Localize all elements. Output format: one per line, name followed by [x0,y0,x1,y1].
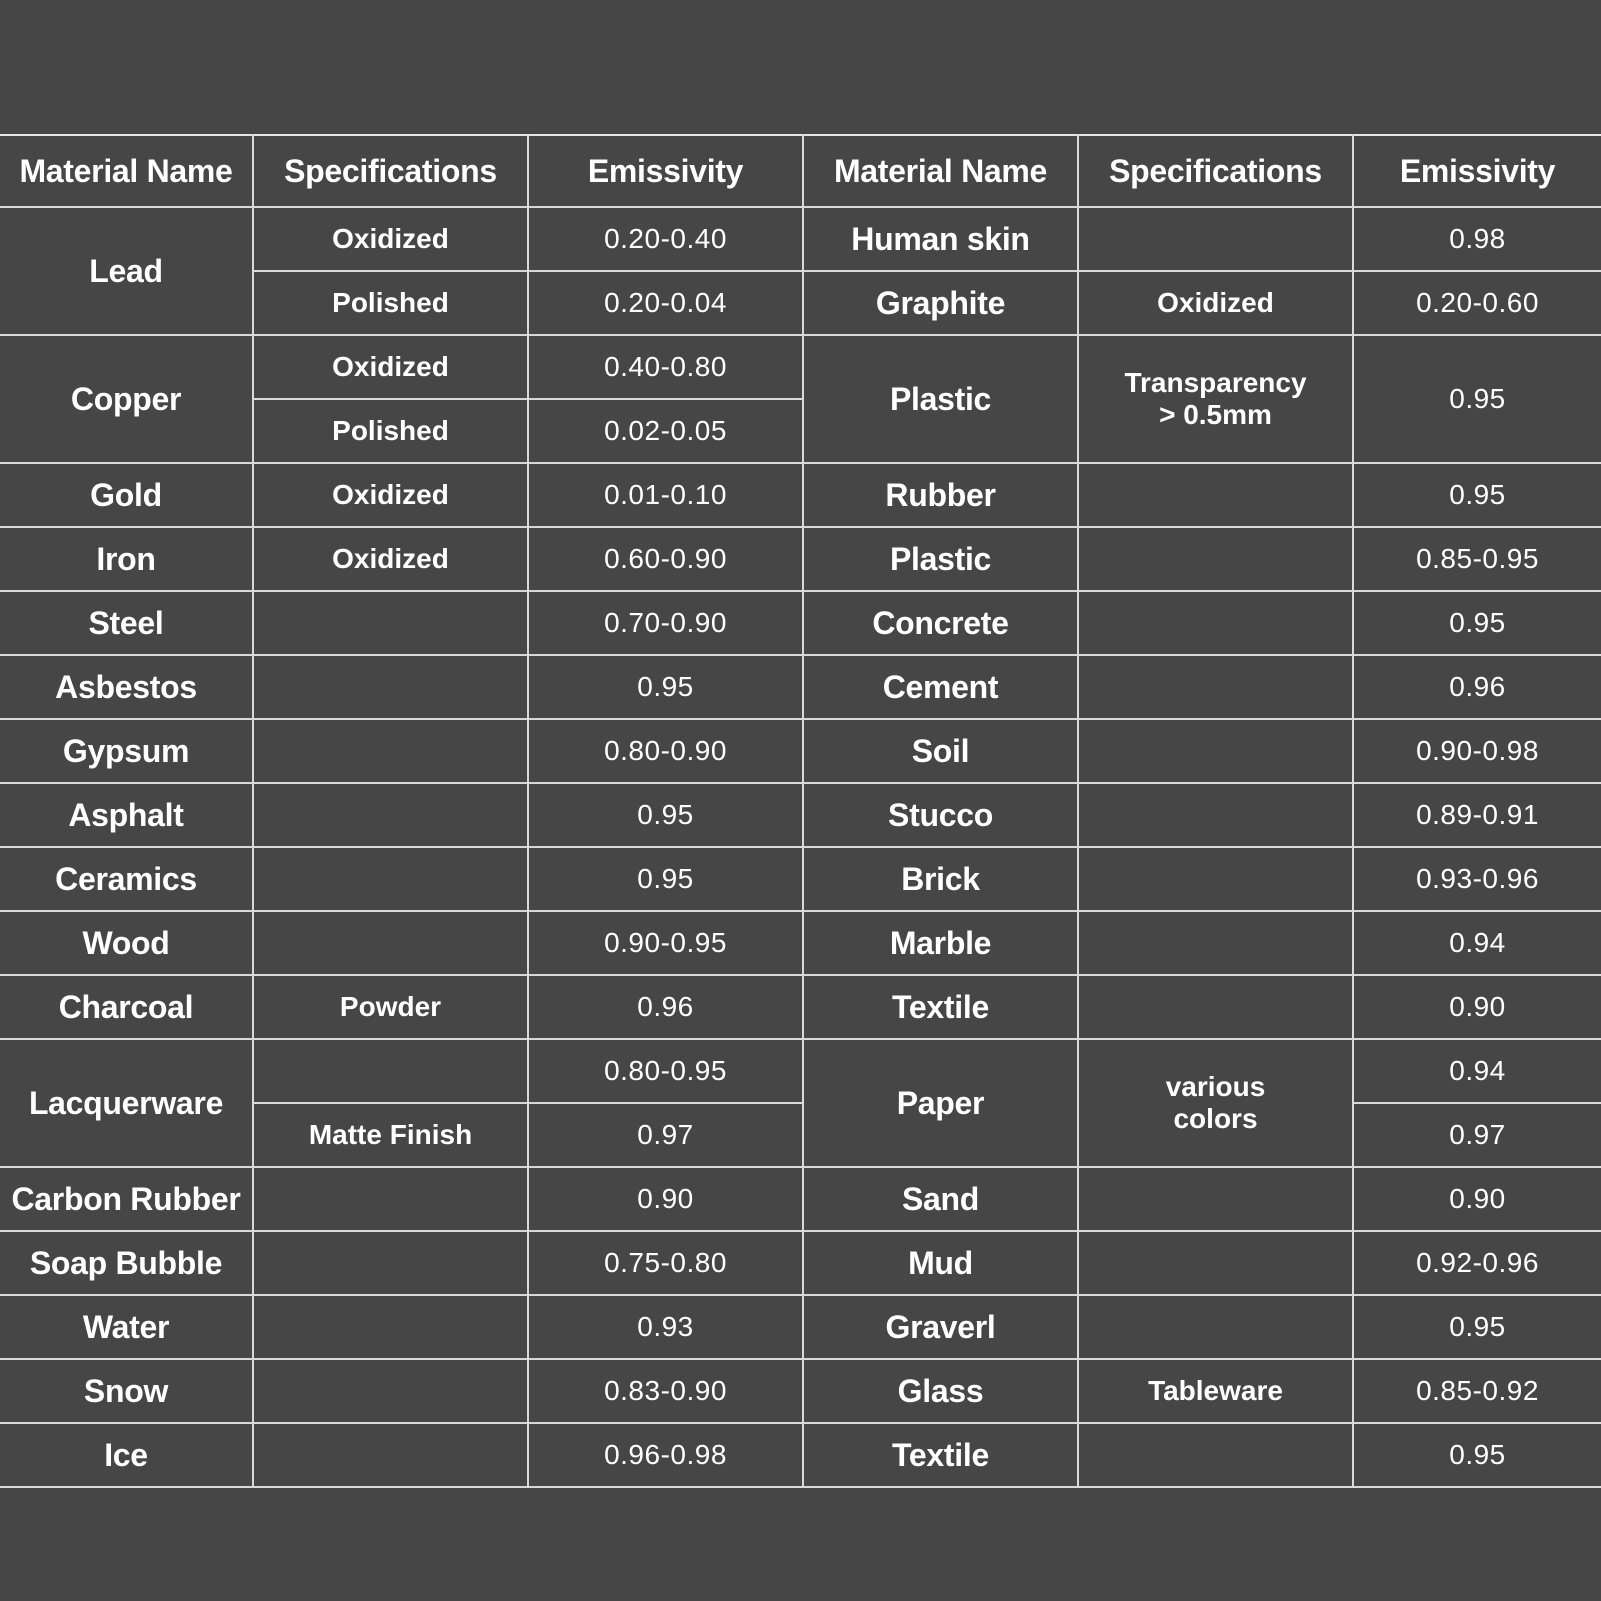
material-name: Concrete [803,591,1078,655]
material-name: Asbestos [0,655,253,719]
table-row [0,527,1601,591]
material-name: Paper [803,1039,1078,1167]
emissivity-value: 0.83-0.90 [528,1359,803,1423]
material-name: Brick [803,847,1078,911]
emissivity-value: 0.89-0.91 [1353,783,1601,847]
emissivity-value: 0.60-0.90 [528,527,803,591]
material-name: Steel [0,591,253,655]
specification [1078,719,1353,783]
emissivity-value: 0.92-0.96 [1353,1231,1601,1295]
material-name: Iron [0,527,253,591]
specification: Oxidized [253,463,528,527]
specification [1078,655,1353,719]
specification [1078,1423,1353,1487]
material-name: Snow [0,1359,253,1423]
emissivity-value: 0.95 [528,783,803,847]
specification [1078,847,1353,911]
emissivity-value: 0.95 [1353,463,1601,527]
table-row [0,335,1601,399]
specification [253,783,528,847]
material-name: Human skin [803,207,1078,271]
emissivity-value: 0.90-0.98 [1353,719,1601,783]
specification: Tableware [1078,1359,1353,1423]
table-row [0,1295,1601,1359]
spec-line: Transparency [1124,366,1307,398]
material-name: Lacquerware [0,1039,253,1167]
emissivity-value: 0.97 [528,1103,803,1167]
material-name: Soap Bubble [0,1231,253,1295]
specification [1078,1167,1353,1231]
emissivity-value: 0.01-0.10 [528,463,803,527]
specification: Oxidized [253,335,528,399]
material-name: Graphite [803,271,1078,335]
emissivity-value: 0.95 [528,655,803,719]
table-row [0,655,1601,719]
table-row [0,1039,1601,1103]
emissivity-value: 0.93-0.96 [1353,847,1601,911]
emissivity-value: 0.96 [1353,655,1601,719]
table-row [0,207,1601,271]
specification [1078,591,1353,655]
header-emissivity-left: Emissivity [528,135,803,207]
header-specifications-right: Specifications [1078,135,1353,207]
header-material-name-right: Material Name [803,135,1078,207]
specification: Matte Finish [253,1103,528,1167]
material-name: Plastic [803,527,1078,591]
table-row [0,783,1601,847]
table-row [0,911,1601,975]
material-name: Stucco [803,783,1078,847]
material-name: Soil [803,719,1078,783]
header-material-name-left: Material Name [0,135,253,207]
emissivity-value: 0.20-0.04 [528,271,803,335]
material-name: Wood [0,911,253,975]
material-name: Cement [803,655,1078,719]
header-row [0,135,1601,207]
table-row [0,1167,1601,1231]
specification [253,655,528,719]
material-name: Asphalt [0,783,253,847]
specification [1078,975,1353,1039]
specification [1078,911,1353,975]
emissivity-value: 0.90-0.95 [528,911,803,975]
emissivity-table-container [0,134,1601,1488]
specification: Powder [253,975,528,1039]
emissivity-value: 0.95 [1353,591,1601,655]
specification [253,847,528,911]
specification: Polished [253,271,528,335]
header-emissivity-right: Emissivity [1353,135,1601,207]
emissivity-value: 0.96-0.98 [528,1423,803,1487]
material-name: Rubber [803,463,1078,527]
table-row [0,975,1601,1039]
emissivity-value: 0.80-0.90 [528,719,803,783]
material-name: Textile [803,975,1078,1039]
material-name: Textile [803,1423,1078,1487]
emissivity-value: 0.80-0.95 [528,1039,803,1103]
table-row [0,1359,1601,1423]
emissivity-value: 0.97 [1353,1103,1601,1167]
emissivity-value: 0.98 [1353,207,1601,271]
specification [253,719,528,783]
specification [253,911,528,975]
material-name: Gold [0,463,253,527]
emissivity-value: 0.94 [1353,1039,1601,1103]
emissivity-value: 0.75-0.80 [528,1231,803,1295]
specification [253,1039,528,1103]
emissivity-value: 0.90 [1353,975,1601,1039]
spec-line: various [1165,1070,1266,1102]
emissivity-table [0,134,1601,1488]
specification [253,1295,528,1359]
material-name: Glass [803,1359,1078,1423]
emissivity-value: 0.70-0.90 [528,591,803,655]
specification [253,1167,528,1231]
table-row [0,719,1601,783]
specification [253,1359,528,1423]
emissivity-value: 0.85-0.95 [1353,527,1601,591]
emissivity-value: 0.95 [1353,335,1601,463]
spec-line: > 0.5mm [1159,399,1272,430]
material-name: Mud [803,1231,1078,1295]
material-name: Sand [803,1167,1078,1231]
emissivity-value: 0.20-0.60 [1353,271,1601,335]
specification [1078,335,1353,463]
table-row [0,1423,1601,1487]
specification [1078,207,1353,271]
emissivity-value: 0.40-0.80 [528,335,803,399]
emissivity-value: 0.95 [1353,1295,1601,1359]
emissivity-value: 0.93 [528,1295,803,1359]
specification [1078,1039,1353,1167]
material-name: Plastic [803,335,1078,463]
specification [253,1423,528,1487]
emissivity-value: 0.85-0.92 [1353,1359,1601,1423]
emissivity-value: 0.96 [528,975,803,1039]
header-specifications-left: Specifications [253,135,528,207]
emissivity-value: 0.90 [528,1167,803,1231]
specification [1078,527,1353,591]
table-row [0,463,1601,527]
material-name: Lead [0,207,253,335]
specification [1078,1295,1353,1359]
table-row [0,847,1601,911]
specification [1078,463,1353,527]
material-name: Gypsum [0,719,253,783]
material-name: Water [0,1295,253,1359]
material-name: Copper [0,335,253,463]
emissivity-value: 0.95 [1353,1423,1601,1487]
specification: Oxidized [1078,271,1353,335]
specification: Oxidized [253,207,528,271]
specification: Oxidized [253,527,528,591]
table-row [0,591,1601,655]
specification [253,591,528,655]
emissivity-value: 0.20-0.40 [528,207,803,271]
emissivity-value: 0.94 [1353,911,1601,975]
specification [1078,1231,1353,1295]
specification [253,1231,528,1295]
spec-line: colors [1173,1103,1258,1134]
emissivity-value: 0.90 [1353,1167,1601,1231]
material-name: Ceramics [0,847,253,911]
specification [1078,783,1353,847]
specification: Polished [253,399,528,463]
emissivity-value: 0.95 [528,847,803,911]
material-name: Carbon Rubber [0,1167,253,1231]
material-name: Marble [803,911,1078,975]
material-name: Graverl [803,1295,1078,1359]
material-name: Charcoal [0,975,253,1039]
table-row [0,1231,1601,1295]
emissivity-value: 0.02-0.05 [528,399,803,463]
material-name: Ice [0,1423,253,1487]
